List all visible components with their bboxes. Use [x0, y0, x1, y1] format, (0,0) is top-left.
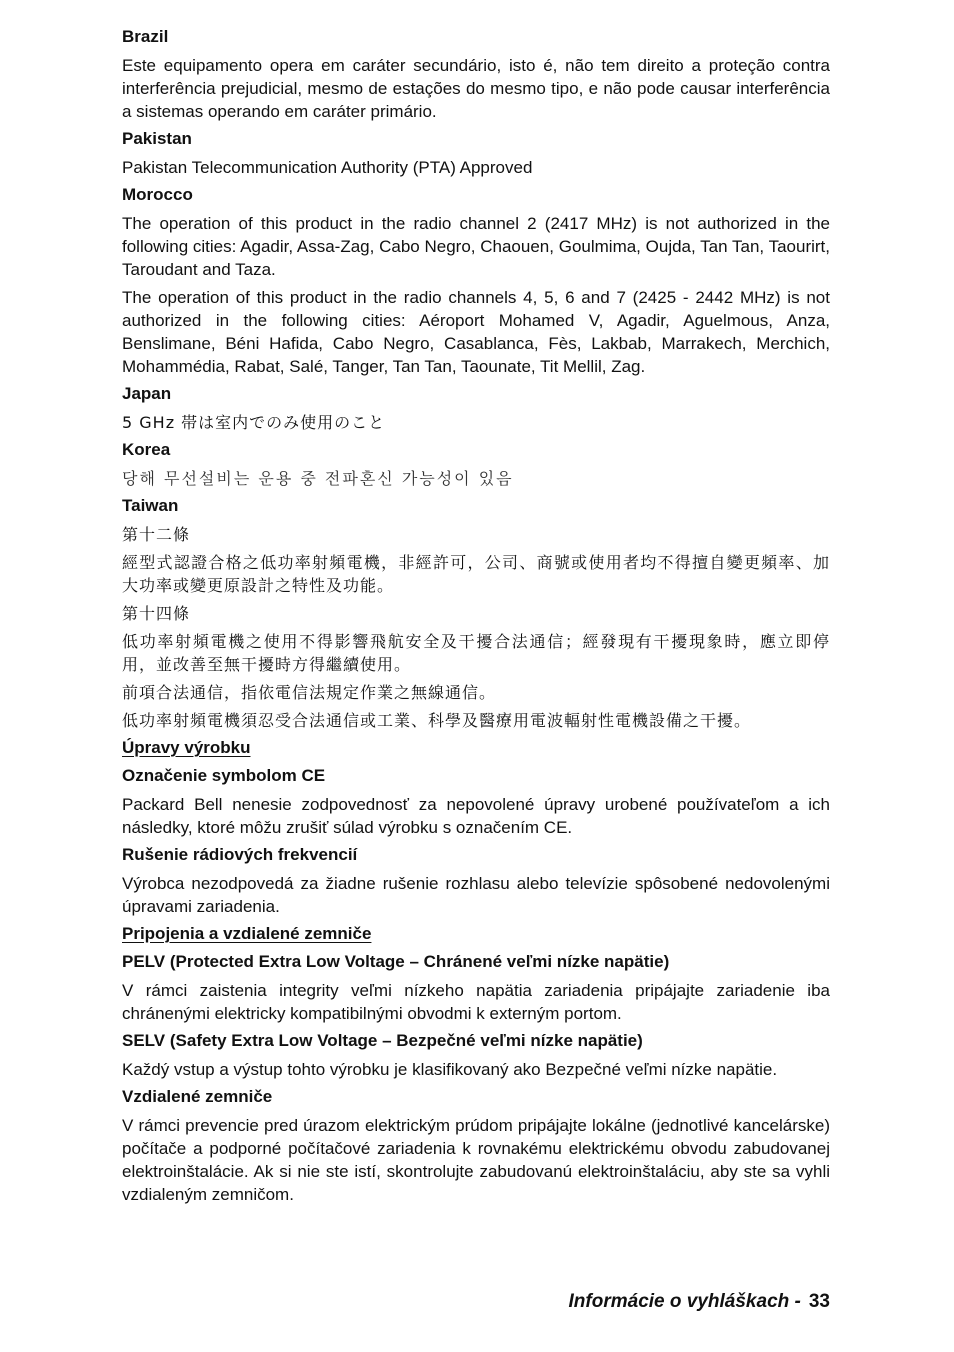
heading-pelv: PELV (Protected Extra Low Voltage – Chránené veľmi nízke napätie)	[122, 952, 670, 971]
heading-morocco: Morocco	[122, 185, 193, 204]
text-morocco-2: The operation of this product in the radio channels 4, 5, 6 and 7 (2425 - 2442 MHz) is not authorized in the following cities: Aéroport Mohamed V, Agadir, Aguelmous, Anza, Benslimane, Béni Hafida, Cabo Negro, Casablanca, Fès, Lakbab, Marrakech, Merchich, Mohammédia, Rabat, Salé, Tanger, Tan Tan, Taounate, Tit Mellil, Zag.	[122, 288, 830, 376]
taiwan-article-14-text-2: 前項合法通信，指依電信法規定作業之無線通信。	[122, 683, 497, 702]
taiwan-article-12: 第十二條	[122, 525, 191, 544]
heading-taiwan: Taiwan	[122, 496, 179, 515]
taiwan-article-14-text-1: 低功率射頻電機之使用不得影響飛航安全及干擾合法通信；經發現有干擾現象時，應立即停用，並改善至無干擾時方得繼續使用。	[122, 632, 830, 674]
text-selv: Každý vstup a výstup tohto výrobku je klasifikovaný ako Bezpečné veľmi nízke napätie.	[122, 1060, 778, 1079]
text-vzdialene-zemnice: V rámci prevencie pred úrazom elektrickým prúdom pripájajte lokálne (jednotlivé kancelárske) počítače a podporné počítačové zariadenia k rovnakému elektrickému obvodu zabudovanej elektroinštalácie. Ak si nie ste istí, skontrolujte zabudovanú elektroinštaláciu, aby ste sa vyhli vzdialeným zemničom.	[122, 1116, 830, 1204]
taiwan-article-12-text: 經型式認證合格之低功率射頻電機，非經許可，公司、商號或使用者均不得擅自變更頻率、加大功率或變更原設計之特性及功能。	[122, 553, 830, 595]
taiwan-article-14-text-3: 低功率射頻電機須忍受合法通信或工業、科學及醫療用電波輻射性電機設備之干擾。	[122, 711, 752, 730]
footer-title: Informácie o vyhláškach -	[568, 1291, 801, 1312]
heading-rf-interference: Rušenie rádiových frekvencií	[122, 845, 358, 864]
document-body	[122, 26, 830, 1211]
text-pelv: V rámci zaistenia integrity veľmi nízkeho napätia zariadenia pripájajte zariadenie iba chránenými elektricky kompatibilnými obvodmi k externým portom.	[122, 981, 830, 1023]
text-ce-marking: Packard Bell nenesie zodpovednosť za nepovolené úpravy urobené používateľom a ich následky, ktoré môžu zrušiť súlad výrobku s označením CE.	[122, 795, 830, 837]
text-brazil: Este equipamento opera em caráter secundário, isto é, não tem direito a proteção contra interferência prejudicial, mesmo de estações do mesmo tipo, e não pode causar interferência a sistemas operando em caráter primário.	[122, 56, 830, 121]
heading-vzdialene-zemnice: Vzdialené zemniče	[122, 1087, 273, 1106]
heading-ce-marking: Označenie symbolom CE	[122, 766, 326, 785]
heading-brazil: Brazil	[122, 27, 169, 46]
heading-korea: Korea	[122, 440, 171, 459]
heading-upravy-vyrobku: Úpravy výrobku	[122, 738, 251, 757]
heading-selv: SELV (Safety Extra Low Voltage – Bezpečné veľmi nízke napätie)	[122, 1031, 643, 1050]
page-number: 33	[808, 1291, 830, 1312]
heading-japan: Japan	[122, 384, 172, 403]
text-japan: 5 GHz 帯は室内でのみ使用のこと	[122, 413, 386, 432]
heading-pakistan: Pakistan	[122, 129, 192, 148]
taiwan-article-14: 第十四條	[122, 604, 191, 623]
text-pakistan: Pakistan Telecommunication Authority (PTA) Approved	[122, 158, 533, 177]
text-korea: 당해 무선설비는 운용 중 전파혼신 가능성이 있음	[122, 469, 514, 488]
heading-pripojenia: Pripojenia a vzdialené zemniče	[122, 924, 372, 943]
page-footer	[569, 1291, 830, 1313]
text-morocco-1: The operation of this product in the radio channel 2 (2417 MHz) is not authorized in the following cities: Agadir, Assa-Zag, Cabo Negro, Chaouen, Goulmima, Oujda, Tan Tan, Taourirt, Taroudant and Taza.	[122, 214, 830, 279]
text-rf-interference: Výrobca nezodpovedá za žiadne rušenie rozhlasu alebo televízie spôsobené nedovolenými úpravami zariadenia.	[122, 874, 830, 916]
